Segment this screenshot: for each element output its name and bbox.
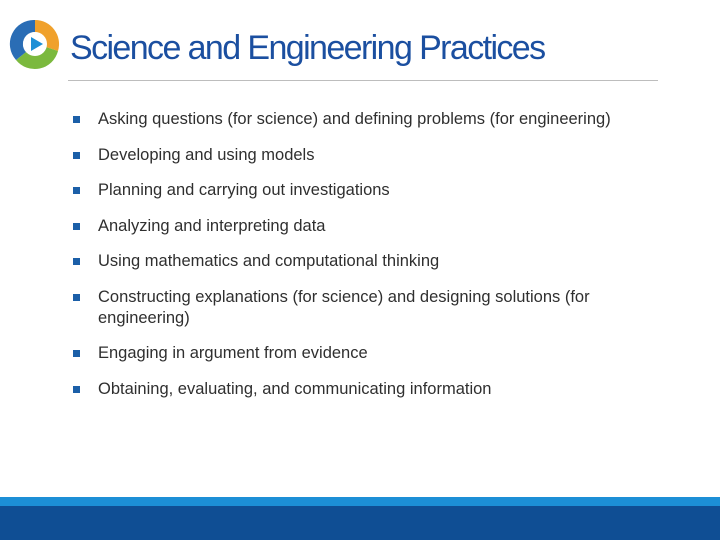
square-bullet-icon [73, 294, 80, 301]
list-item [72, 109, 672, 130]
square-bullet-icon [73, 386, 80, 393]
list-item [72, 251, 672, 272]
list-item-text: Analyzing and interpreting data [98, 216, 326, 235]
list-item-text: Engaging in argument from evidence [98, 344, 368, 362]
practices-list [72, 109, 672, 414]
list-item-text: Planning and carrying out investigations [98, 181, 390, 199]
three-practices-logo-icon [8, 17, 62, 71]
list-item [72, 216, 672, 237]
title-divider [68, 80, 658, 81]
list-item [72, 379, 672, 400]
list-item-text: Using mathematics and computational thinking [98, 252, 440, 270]
list-item [72, 145, 672, 166]
list-item-text: Asking questions (for science) and defining problems (for engineering) [98, 110, 611, 128]
list-item-text: Obtaining, evaluating, and communicating information [98, 379, 492, 398]
list-item-text: Constructing explanations (for science) and designing solutions (for engineering) [98, 287, 590, 327]
footer-accent-stripe [0, 497, 720, 506]
list-item [72, 180, 672, 201]
square-bullet-icon [73, 223, 80, 230]
square-bullet-icon [73, 187, 80, 194]
list-item [72, 287, 672, 329]
square-bullet-icon [73, 116, 80, 123]
square-bullet-icon [73, 152, 80, 159]
list-item-text: Developing and using models [98, 145, 315, 164]
square-bullet-icon [73, 350, 80, 357]
footer-bar [0, 506, 720, 540]
list-item [72, 343, 672, 364]
page-title: Science and Engineering Practices [70, 29, 545, 67]
square-bullet-icon [73, 258, 80, 265]
